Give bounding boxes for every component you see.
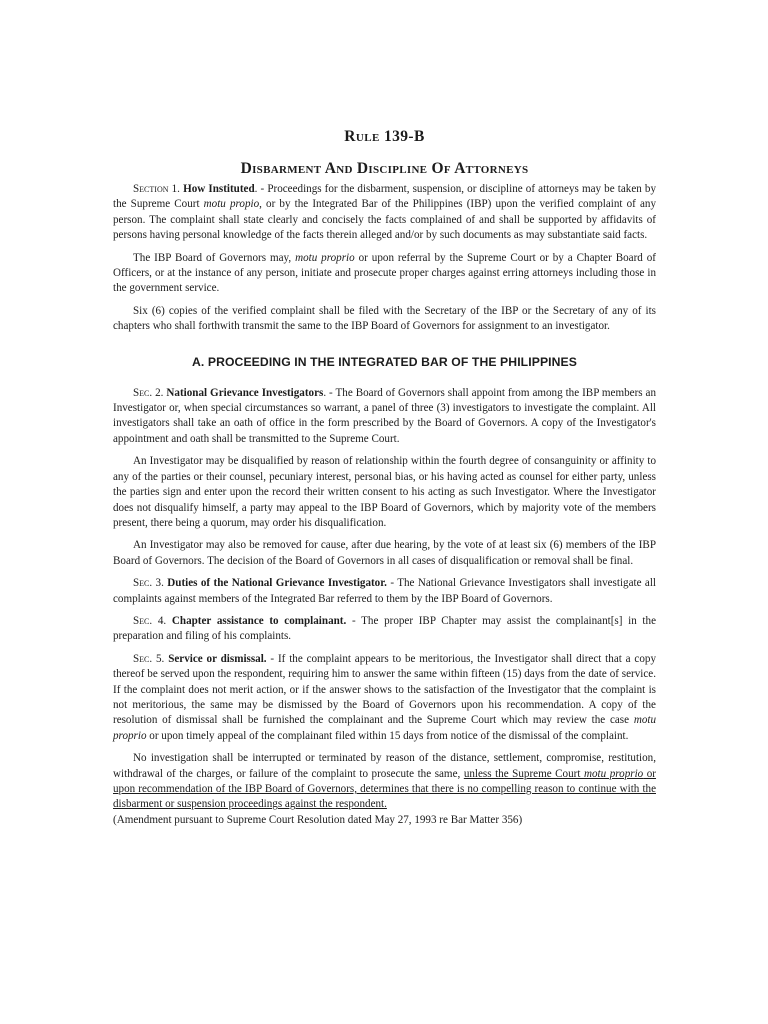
section-3-title: Duties of the National Grievance Investigator.	[167, 577, 387, 590]
part-a-heading: A. PROCEEDING IN THE INTEGRATED BAR OF THE PHILIPPINES	[191, 354, 578, 369]
section-4-text: - The proper IBP Chapter may assist the complainant[s] in the preparation and filing of his complaints.	[113, 614, 656, 643]
section-1-label: Section 1.	[133, 183, 180, 195]
section-5-label: Sec. 5.	[133, 652, 165, 665]
section-1-p2-text-a: The IBP Board of Governors may,	[133, 251, 296, 264]
amendment-note: (Amendment pursuant to Supreme Court Resolution dated May 27, 1993 re Bar Matter 356)	[113, 813, 523, 826]
motu-proprio-term: motu proprio	[113, 714, 656, 742]
section-5-title: Service or dismissal.	[168, 652, 267, 665]
section-3-paragraph-1	[113, 576, 656, 607]
motu-proprio-term: motu propio	[203, 198, 260, 211]
section-4-paragraph-1	[113, 614, 656, 645]
section-3-text: - The National Grievance Investigators shall investigate all complaints against members of the Integrated Bar referred to them by the IBP Board of Governors.	[113, 577, 656, 605]
section-1-paragraph-2	[113, 251, 656, 297]
section-2-label: Sec. 2.	[133, 386, 164, 399]
rule-title: Rule 139-B	[344, 128, 425, 145]
section-1-p2-text-b: or upon referral by the Supreme Court or by a Chapter Board of Officers, or at the instance of any person, initiate and prosecute proper charges against erring attorneys including those in the government service.	[113, 251, 656, 295]
section-1-text-b: , or by the Integrated Bar of the Philippines (IBP) upon the verified complaint of any person. The complaint shall state clearly and concisely the facts complained of and shall be supported by affidavits of persons having personal knowledge of the facts therein alleged and/or by such documents as may substantiate said facts.	[113, 198, 657, 242]
section-4-label: Sec. 4.	[133, 614, 167, 627]
section-2-title: National Grievance Investigators	[166, 386, 324, 399]
section-5-text-b: or upon timely appeal of the complainant filed within 15 days from notice of the dismissal of the complaint.	[146, 729, 629, 742]
rule-subtitle: Disbarment And Discipline Of Attorneys	[240, 160, 529, 177]
motu-proprio-term: motu proprio	[583, 767, 644, 780]
amended-text-b: or upon recommendation of the IBP Board of Governors, determines that there is no compelling reason to continue with the disbarment or suspension proceedings against the respondent.	[113, 767, 657, 811]
motu-proprio-term: motu proprio	[295, 251, 355, 264]
section-5-p2-text-a: No investigation shall be interrupted or terminated by reason of the distance, settlement, compromise, restitution, withdrawal of the charges, or failure of the complaint to prosecute the same,	[113, 752, 656, 780]
section-2-paragraph-3: An Investigator may also be removed for cause, after due hearing, by the vote of at least six (6) members of the IBP Board of Governors. The decision of the Board of Governors in all cases of disqualification or removal shall be final.	[113, 539, 656, 567]
section-5-paragraph-1	[113, 652, 656, 744]
section-3-label: Sec. 3.	[133, 577, 164, 590]
section-5-text-a: - If the complaint appears to be meritorious, the Investigator shall direct that a copy thereof be served upon the respondent, requiring him to answer the same within fifteen (15) days from the date of service. If the complaint does not merit action, or if the answer shows to the satisfaction of the Investigator that the complaint is not meritorious, the same may be dismissed by the Board of Governors upon his recommendation. A copy of the resolution of dismissal shall be furnished the complainant and the Supreme Court which may review the case	[113, 652, 656, 727]
body-text	[113, 182, 656, 835]
section-1-paragraph-1	[113, 182, 656, 244]
section-2-paragraph-2: An Investigator may be disqualified by reason of relationship within the fourth degree of consanguinity or affinity to any of the parties or their counsel, pecuniary interest, personal bias, or his having acted as counsel for either party, unless the parties sign and enter upon the record their written consent to his acting as such Investigator. Where the Investigator does not disqualify himself, a party may appeal to the IBP Board of Governors, which by majority vote of the members present, there being a quorum, may order his disqualification.	[113, 455, 656, 529]
section-1-text-a: . - Proceedings for the disbarment, suspension, or discipline of attorneys may be taken by the Supreme Court	[113, 183, 656, 211]
section-2-text: . - The Board of Governors shall appoint from among the IBP members an Investigator or, when special circumstances so warrant, a panel of three (3) investigators to investigate the complaint. All investigators shall take an oath of office in the form prescribed by the Board of Governors. A copy of the Investigator's appointment and oath shall be transmitted to the Supreme Court.	[113, 386, 657, 445]
section-4-title: Chapter assistance to complainant.	[171, 614, 347, 627]
section-1-title: How Instituted	[183, 183, 255, 195]
section-2-paragraph-1	[113, 386, 656, 448]
section-5-paragraph-2	[113, 751, 656, 828]
section-1-paragraph-3: Six (6) copies of the verified complaint shall be filed with the Secretary of the IBP or the Secretary of any of its chapters who shall forthwith transmit the same to the IBP Board of Governors for assignment to an investigator.	[113, 304, 656, 333]
amended-text-a: unless the Supreme Court	[463, 767, 584, 780]
